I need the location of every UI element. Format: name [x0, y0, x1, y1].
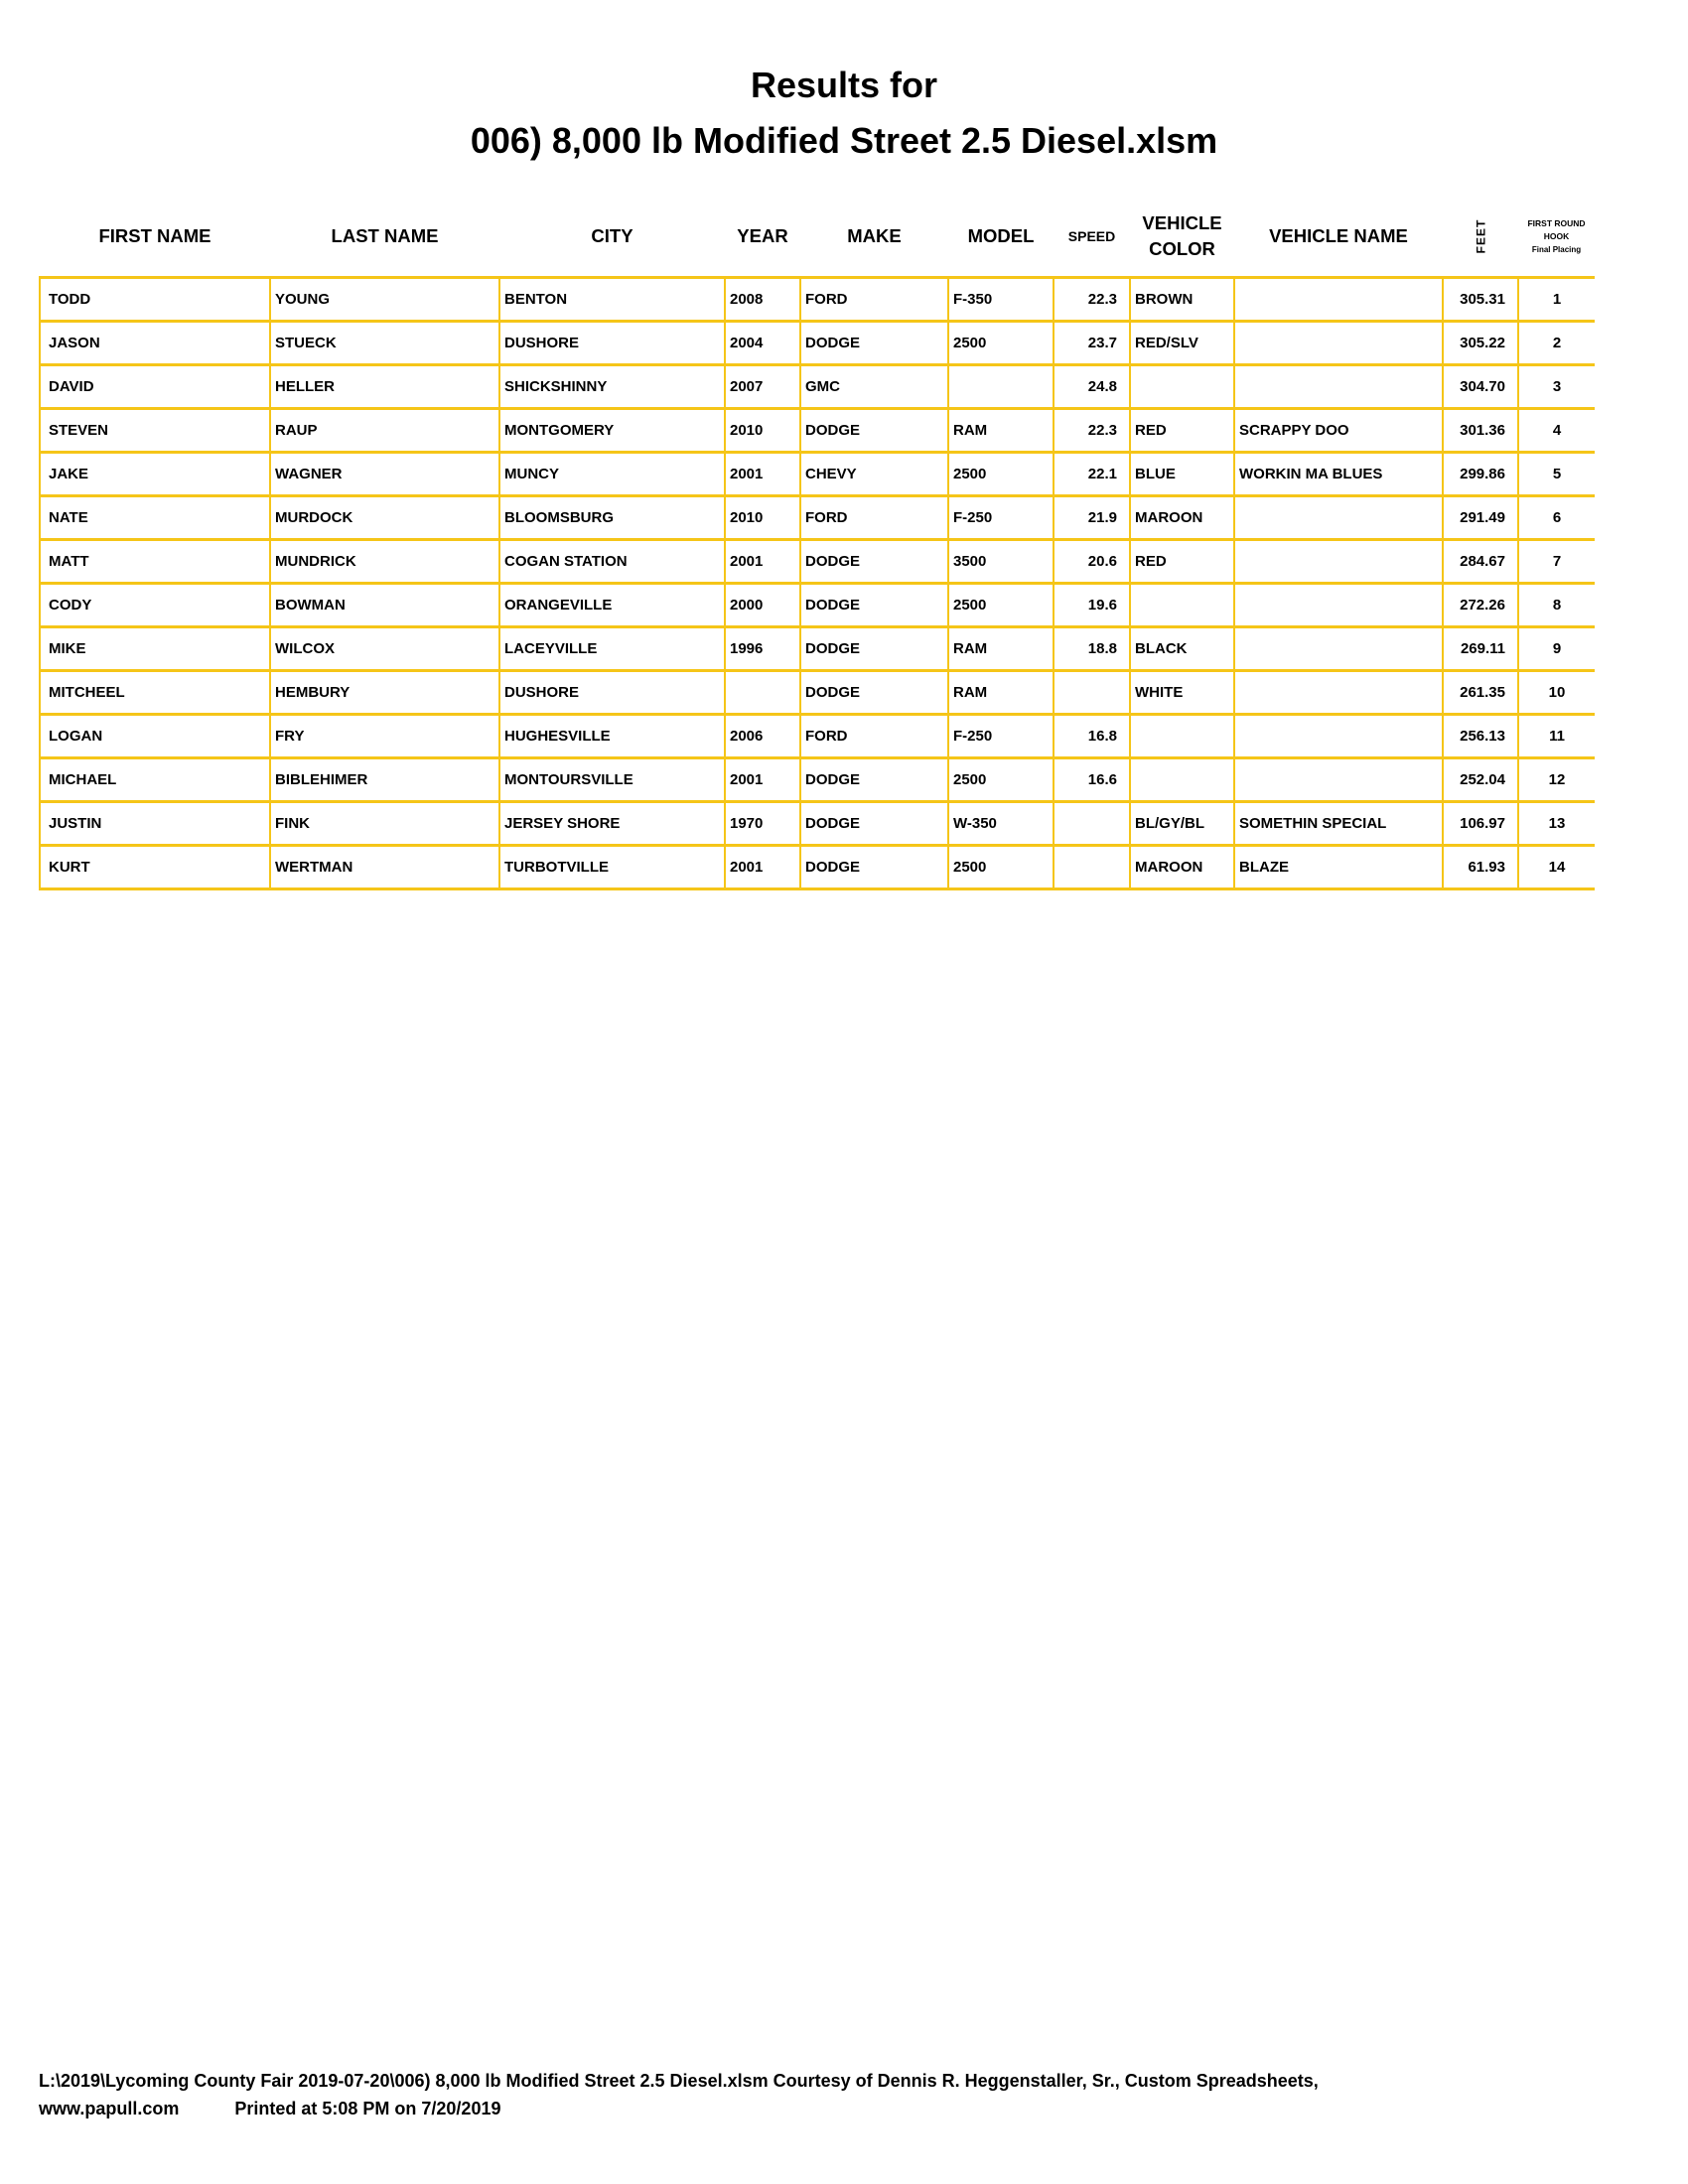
table-row [40, 322, 1595, 365]
cell-year: 2001 [725, 758, 800, 802]
cell-speed [1054, 802, 1130, 846]
cell-last-name: STUECK [270, 322, 499, 365]
cell-year: 2001 [725, 453, 800, 496]
cell-city: MONTGOMERY [499, 409, 725, 453]
cell-city: MONTOURSVILLE [499, 758, 725, 802]
cell-first-name: MICHAEL [40, 758, 270, 802]
cell-vehicle-name [1234, 278, 1443, 322]
cell-model: RAM [948, 627, 1054, 671]
cell-model: 2500 [948, 846, 1054, 889]
col-feet [1443, 204, 1518, 269]
cell-vehicle-name [1234, 496, 1443, 540]
cell-vehicle-color [1130, 715, 1234, 758]
cell-vehicle-name [1234, 758, 1443, 802]
cell-feet: 284.67 [1443, 540, 1518, 584]
cell-first-name: JUSTIN [40, 802, 270, 846]
cell-city: ORANGEVILLE [499, 584, 725, 627]
cell-speed: 20.6 [1054, 540, 1130, 584]
cell-city: DUSHORE [499, 322, 725, 365]
col-feet-label: FEET [1473, 218, 1487, 254]
cell-year: 2000 [725, 584, 800, 627]
cell-speed: 16.6 [1054, 758, 1130, 802]
col-vehicle-color [1130, 204, 1234, 269]
cell-vehicle-name [1234, 627, 1443, 671]
cell-final-placing: 7 [1518, 540, 1595, 584]
cell-model: 2500 [948, 758, 1054, 802]
cell-feet: 61.93 [1443, 846, 1518, 889]
cell-last-name: WERTMAN [270, 846, 499, 889]
cell-final-placing: 11 [1518, 715, 1595, 758]
table-row [40, 496, 1595, 540]
cell-final-placing: 12 [1518, 758, 1595, 802]
cell-model: 3500 [948, 540, 1054, 584]
cell-year: 1996 [725, 627, 800, 671]
cell-city: COGAN STATION [499, 540, 725, 584]
cell-vehicle-name: SOMETHIN SPECIAL [1234, 802, 1443, 846]
cell-first-name: DAVID [40, 365, 270, 409]
cell-speed: 18.8 [1054, 627, 1130, 671]
page-title-line2: 006) 8,000 lb Modified Street 2.5 Diesel.xlsm [470, 120, 1218, 161]
cell-model: W-350 [948, 802, 1054, 846]
cell-speed: 19.6 [1054, 584, 1130, 627]
table-row [40, 846, 1595, 889]
results-body [40, 278, 1595, 889]
cell-last-name: BOWMAN [270, 584, 499, 627]
cell-model: F-250 [948, 715, 1054, 758]
cell-city: MUNCY [499, 453, 725, 496]
cell-city: TURBOTVILLE [499, 846, 725, 889]
cell-vehicle-color: WHITE [1130, 671, 1234, 715]
cell-year: 2010 [725, 496, 800, 540]
cell-final-placing: 13 [1518, 802, 1595, 846]
cell-city: HUGHESVILLE [499, 715, 725, 758]
cell-year: 2001 [725, 846, 800, 889]
cell-vehicle-color: BLACK [1130, 627, 1234, 671]
cell-final-placing: 6 [1518, 496, 1595, 540]
cell-vehicle-name [1234, 584, 1443, 627]
cell-final-placing: 5 [1518, 453, 1595, 496]
cell-vehicle-color [1130, 365, 1234, 409]
cell-first-name: TODD [40, 278, 270, 322]
cell-make: DODGE [800, 758, 948, 802]
cell-speed: 22.1 [1054, 453, 1130, 496]
col-hook-line2: HOOK [1543, 230, 1570, 241]
table-row [40, 627, 1595, 671]
results-table [39, 204, 1595, 890]
footer [39, 2067, 1319, 2122]
cell-final-placing: 2 [1518, 322, 1595, 365]
cell-year: 2001 [725, 540, 800, 584]
cell-first-name: CODY [40, 584, 270, 627]
col-vehicle-color-line1: VEHICLE [1142, 212, 1222, 233]
cell-year [725, 671, 800, 715]
cell-last-name: HEMBURY [270, 671, 499, 715]
cell-year: 2004 [725, 322, 800, 365]
cell-last-name: HELLER [270, 365, 499, 409]
cell-first-name: MIKE [40, 627, 270, 671]
cell-vehicle-name: BLAZE [1234, 846, 1443, 889]
cell-final-placing: 3 [1518, 365, 1595, 409]
cell-vehicle-name: WORKIN MA BLUES [1234, 453, 1443, 496]
cell-speed [1054, 846, 1130, 889]
col-hook [1518, 204, 1595, 269]
cell-make: DODGE [800, 322, 948, 365]
table-row [40, 758, 1595, 802]
cell-speed: 16.8 [1054, 715, 1130, 758]
cell-model: RAM [948, 671, 1054, 715]
cell-make: FORD [800, 715, 948, 758]
table-row [40, 715, 1595, 758]
cell-city: BLOOMSBURG [499, 496, 725, 540]
cell-vehicle-color: BROWN [1130, 278, 1234, 322]
cell-final-placing: 8 [1518, 584, 1595, 627]
cell-speed: 22.3 [1054, 278, 1130, 322]
cell-vehicle-color: BL/GY/BL [1130, 802, 1234, 846]
table-row [40, 365, 1595, 409]
cell-last-name: YOUNG [270, 278, 499, 322]
cell-last-name: MUNDRICK [270, 540, 499, 584]
cell-speed: 24.8 [1054, 365, 1130, 409]
cell-last-name: FINK [270, 802, 499, 846]
cell-make: DODGE [800, 584, 948, 627]
footer-printed: Printed at 5:08 PM on 7/20/2019 [234, 2099, 501, 2118]
page-title-line1: Results for [750, 65, 938, 105]
cell-make: DODGE [800, 627, 948, 671]
table-row [40, 278, 1595, 322]
cell-make: CHEVY [800, 453, 948, 496]
table-row [40, 802, 1595, 846]
cell-vehicle-name [1234, 540, 1443, 584]
cell-speed [1054, 671, 1130, 715]
cell-year: 2007 [725, 365, 800, 409]
cell-city: LACEYVILLE [499, 627, 725, 671]
cell-vehicle-name: SCRAPPY DOO [1234, 409, 1443, 453]
cell-city: BENTON [499, 278, 725, 322]
cell-speed: 23.7 [1054, 322, 1130, 365]
footer-path-line: L:\2019\Lycoming County Fair 2019-07-20\006) 8,000 lb Modified Street 2.5 Diesel.xlsm Courtesy of Dennis R. Heggenstaller, Sr., Custom Spreadsheets, [39, 2071, 1319, 2091]
cell-final-placing: 4 [1518, 409, 1595, 453]
cell-first-name: MITCHEEL [40, 671, 270, 715]
cell-model: F-250 [948, 496, 1054, 540]
col-city: CITY [591, 225, 633, 246]
cell-first-name: JAKE [40, 453, 270, 496]
cell-feet: 299.86 [1443, 453, 1518, 496]
cell-vehicle-name [1234, 322, 1443, 365]
col-vehicle-color-line2: COLOR [1149, 238, 1215, 259]
cell-vehicle-name [1234, 671, 1443, 715]
cell-year: 2006 [725, 715, 800, 758]
cell-vehicle-color: MAROON [1130, 846, 1234, 889]
cell-year: 2008 [725, 278, 800, 322]
cell-make: FORD [800, 496, 948, 540]
cell-feet: 304.70 [1443, 365, 1518, 409]
cell-make: DODGE [800, 671, 948, 715]
cell-model: 2500 [948, 322, 1054, 365]
cell-first-name: JASON [40, 322, 270, 365]
cell-final-placing: 1 [1518, 278, 1595, 322]
cell-vehicle-color [1130, 758, 1234, 802]
table-row [40, 671, 1595, 715]
cell-feet: 106.97 [1443, 802, 1518, 846]
cell-feet: 269.11 [1443, 627, 1518, 671]
cell-last-name: WAGNER [270, 453, 499, 496]
cell-make: GMC [800, 365, 948, 409]
cell-feet: 272.26 [1443, 584, 1518, 627]
col-last-name: LAST NAME [331, 225, 439, 246]
cell-feet: 261.35 [1443, 671, 1518, 715]
cell-vehicle-color: RED [1130, 409, 1234, 453]
cell-feet: 252.04 [1443, 758, 1518, 802]
cell-first-name: STEVEN [40, 409, 270, 453]
cell-model: 2500 [948, 584, 1054, 627]
cell-vehicle-name [1234, 715, 1443, 758]
cell-final-placing: 14 [1518, 846, 1595, 889]
cell-make: DODGE [800, 846, 948, 889]
cell-model: RAM [948, 409, 1054, 453]
cell-last-name: WILCOX [270, 627, 499, 671]
cell-model [948, 365, 1054, 409]
cell-first-name: LOGAN [40, 715, 270, 758]
col-first-name: FIRST NAME [98, 225, 211, 246]
cell-feet: 301.36 [1443, 409, 1518, 453]
cell-make: DODGE [800, 409, 948, 453]
cell-vehicle-color [1130, 584, 1234, 627]
cell-feet: 256.13 [1443, 715, 1518, 758]
table-row [40, 453, 1595, 496]
cell-last-name: FRY [270, 715, 499, 758]
cell-feet: 291.49 [1443, 496, 1518, 540]
cell-vehicle-color: RED [1130, 540, 1234, 584]
cell-make: DODGE [800, 540, 948, 584]
col-speed: SPEED [1067, 228, 1116, 244]
cell-last-name: BIBLEHIMER [270, 758, 499, 802]
cell-feet: 305.22 [1443, 322, 1518, 365]
col-vehicle-name: VEHICLE NAME [1269, 225, 1408, 246]
cell-last-name: MURDOCK [270, 496, 499, 540]
cell-model: 2500 [948, 453, 1054, 496]
col-model: MODEL [967, 225, 1035, 246]
cell-first-name: NATE [40, 496, 270, 540]
cell-city: JERSEY SHORE [499, 802, 725, 846]
col-hook-line3: Final Placing [1531, 244, 1582, 254]
cell-speed: 21.9 [1054, 496, 1130, 540]
cell-year: 2010 [725, 409, 800, 453]
cell-vehicle-name [1234, 365, 1443, 409]
cell-final-placing: 10 [1518, 671, 1595, 715]
col-year: YEAR [737, 225, 788, 246]
cell-city: SHICKSHINNY [499, 365, 725, 409]
table-row [40, 409, 1595, 453]
cell-vehicle-color: MAROON [1130, 496, 1234, 540]
table-row [40, 540, 1595, 584]
cell-vehicle-color: BLUE [1130, 453, 1234, 496]
cell-speed: 22.3 [1054, 409, 1130, 453]
col-hook-line1: FIRST ROUND [1527, 217, 1586, 228]
cell-final-placing: 9 [1518, 627, 1595, 671]
table-row [40, 584, 1595, 627]
footer-second-line [39, 2095, 1319, 2122]
cell-vehicle-color: RED/SLV [1130, 322, 1234, 365]
cell-year: 1970 [725, 802, 800, 846]
col-make: MAKE [847, 225, 902, 246]
cell-model: F-350 [948, 278, 1054, 322]
cell-make: FORD [800, 278, 948, 322]
cell-feet: 305.31 [1443, 278, 1518, 322]
cell-make: DODGE [800, 802, 948, 846]
cell-first-name: MATT [40, 540, 270, 584]
cell-first-name: KURT [40, 846, 270, 889]
header-row [40, 204, 1595, 269]
cell-city: DUSHORE [499, 671, 725, 715]
cell-last-name: RAUP [270, 409, 499, 453]
footer-website: www.papull.com [39, 2099, 180, 2118]
